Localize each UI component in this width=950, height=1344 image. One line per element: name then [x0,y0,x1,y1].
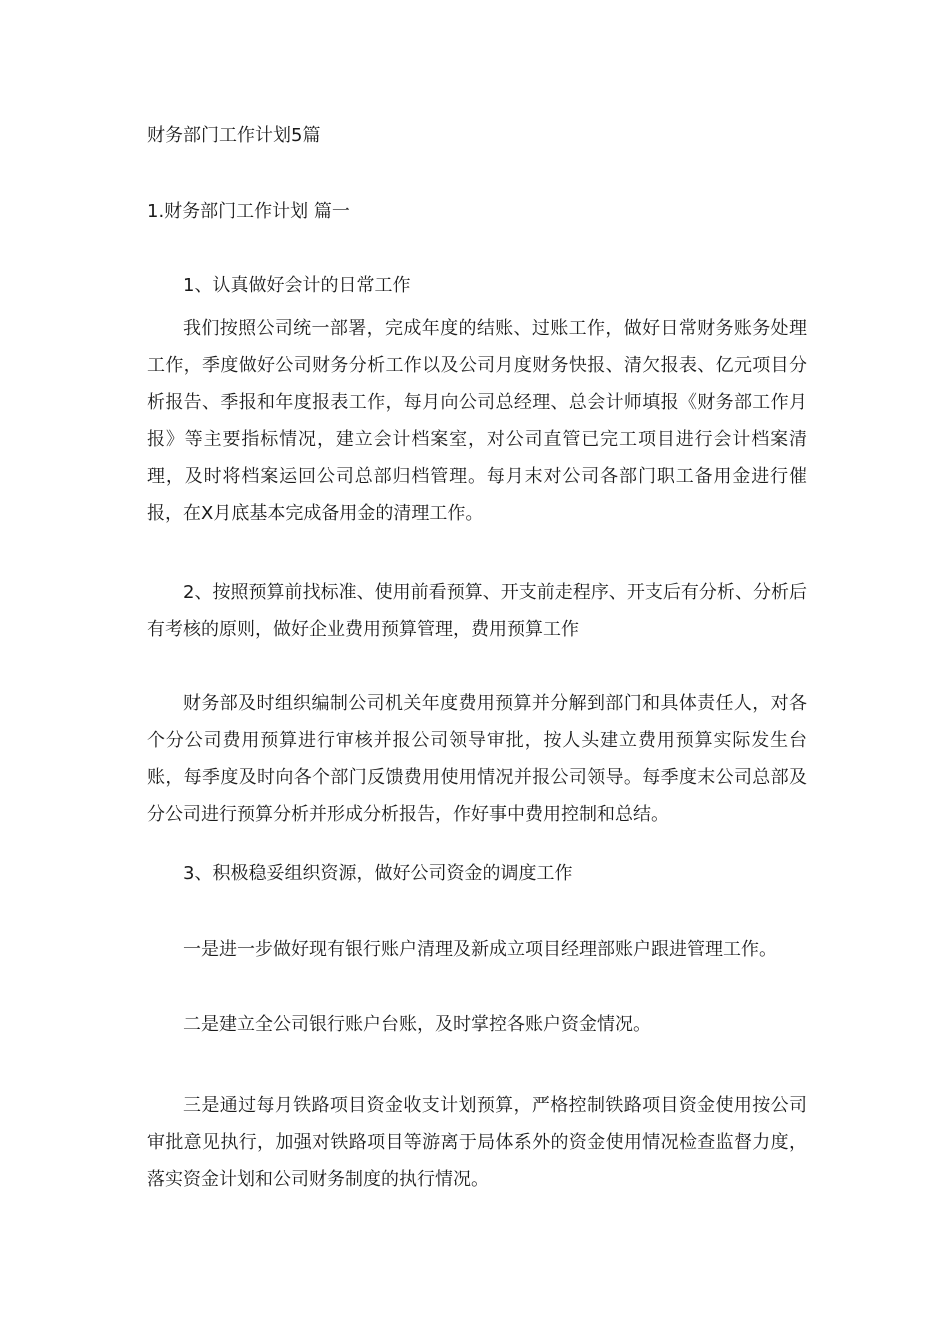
item2-heading: 2、按照预算前找标准、使用前看预算、开支前走程序、开支后有分析、分析后有考核的原则，做好企业费用预算管理，费用预算工作 [147,582,807,640]
item2-body: 财务部及时组织编制公司机关年度费用预算并分解到部门和具体责任人，对各个分公司费用预算进行审核并报公司领导审批，按人头建立费用预算实际发生台账，每季度及时向各个部门反馈费用使用情况并报公司领导。每季度末公司总部及分公司进行预算分析并形成分析报告，作好事中费用控制和总结。 [147,693,807,825]
item3-point1: 一是进一步做好现有银行账户清理及新成立项目经理部账户跟进管理工作。 [183,939,777,960]
item1-heading: 1、认真做好会计的日常工作 [183,275,411,296]
section-title: 1.财务部门工作计划 篇一 [147,201,350,222]
item1-body: 我们按照公司统一部署，完成年度的结账、过账工作，做好日常财务账务处理工作，季度做好公司财务分析工作以及公司月度财务快报、清欠报表、亿元项目分析报告、季报和年度报表工作，每月向公司总经理、总会计师填报《财务部工作月报》等主要指标情况，建立会计档案室，对公司直管已完工项目进行会计档案清理，及时将档案运回公司总部归档管理。每月末对公司各部门职工备用金进行催报，在X月底基本完成备用金的清理工作。 [147,318,807,524]
item3-heading: 3、积极稳妥组织资源，做好公司资金的调度工作 [183,863,573,884]
item3-point3: 三是通过每月铁路项目资金收支计划预算，严格控制铁路项目资金使用按公司审批意见执行，加强对铁路项目等游离于局体系外的资金使用情况检查监督力度，落实资金计划和公司财务制度的执行情况。 [147,1095,807,1190]
item3-point2: 二是建立全公司银行账户台账，及时掌控各账户资金情况。 [183,1014,651,1035]
document-title: 财务部门工作计划5篇 [147,125,321,146]
